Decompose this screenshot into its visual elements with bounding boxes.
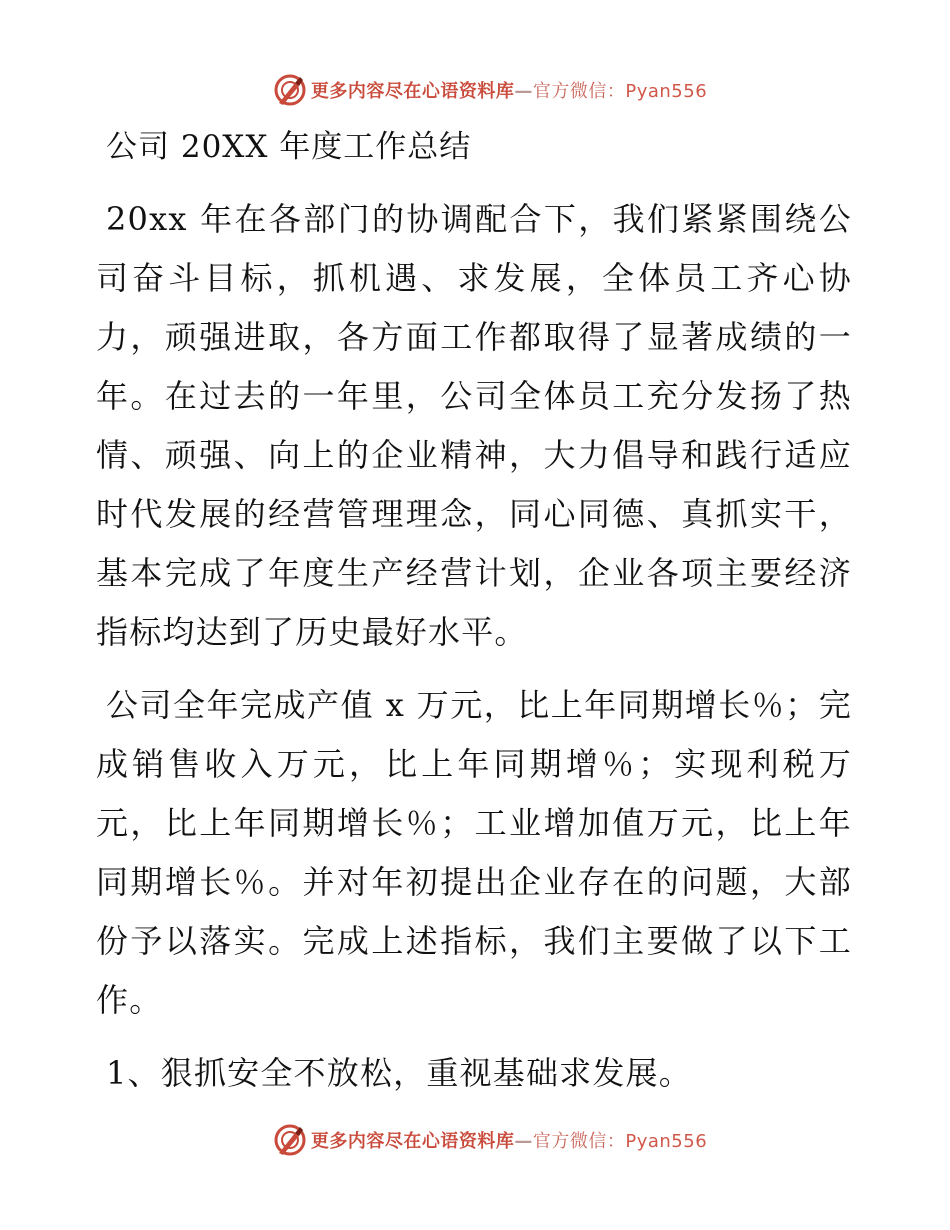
- watermark-official: 官方微信：: [532, 81, 626, 102]
- watermark-main: 更多内容尽在心语资料库: [310, 1131, 515, 1152]
- watermark-footer: [0, 1120, 950, 1160]
- paragraph-summary: 20xx 年在各部门的协调配合下，我们紧紧围绕公司奋斗目标，抓机遇、求发展，全体员工齐心协力，顽强进取，各方面工作都取得了显著成绩的一年。在过去的一年里，公司全体员工充分发扬了热情、顽强、向上的企业精神，大力倡导和践行适应时代发展的经营管理理念，同心同德、真抓实干，基本完成了年度生产经营计划，企业各项主要经济指标均达到了历史最好水平。: [96, 200, 852, 651]
- watermark-main: 更多内容尽在心语资料库: [310, 81, 515, 102]
- watermark-header: [0, 70, 950, 110]
- watermark-wechat-id: Pyan556: [625, 81, 708, 102]
- watermark-official: 官方微信：: [532, 1131, 626, 1152]
- document-title: 公司 20XX 年度工作总结: [106, 129, 472, 165]
- watermark-text: [311, 77, 707, 103]
- document-body: [96, 118, 852, 1117]
- watermark-wechat-id: Pyan556: [625, 1131, 708, 1152]
- paragraph-figures: 公司全年完成产值 x 万元，比上年同期增长％；完成销售收入万元，比上年同期增％；实现利税万元，比上年同期增长％；工业增加值万元，比上年同期增长％。并对年初提出企业存在的问题，大部份予以落实。完成上述指标，我们主要做了以下工作。: [96, 686, 852, 1019]
- paragraph-item-1: 1、狠抓安全不放松，重视基础求发展。: [106, 1054, 692, 1092]
- pen-logo-icon: [273, 73, 307, 107]
- watermark-text: [311, 1127, 707, 1153]
- watermark-dash: —: [514, 1131, 533, 1152]
- watermark-dash: —: [514, 81, 533, 102]
- pen-logo-icon: [273, 1123, 307, 1157]
